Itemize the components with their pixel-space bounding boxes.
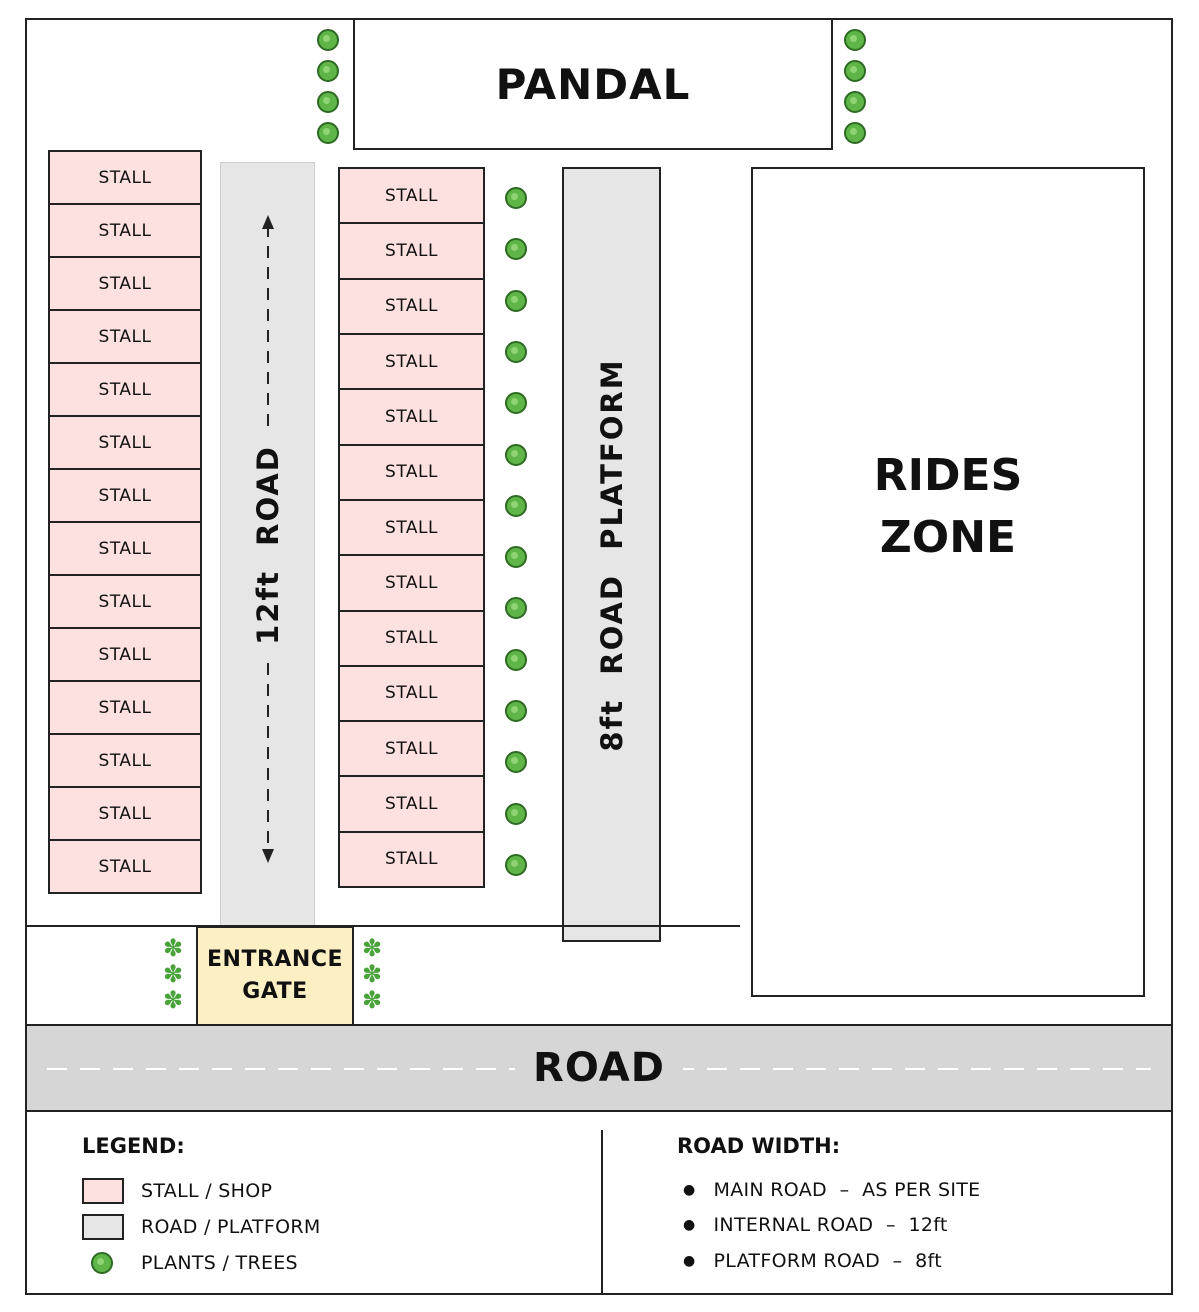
stall: STALL xyxy=(48,203,202,258)
stall: STALL xyxy=(338,222,485,279)
shrub-icon xyxy=(163,963,185,985)
main-road xyxy=(25,1024,1173,1112)
stall: STALL xyxy=(48,627,202,682)
tree-icon xyxy=(844,29,866,51)
legend-divider xyxy=(601,1130,603,1293)
entrance-gate-line2: GATE xyxy=(242,979,308,1004)
legend-title: LEGEND: xyxy=(82,1134,185,1158)
stall: STALL xyxy=(338,610,485,667)
legend-item-road xyxy=(82,1214,321,1240)
stall: STALL xyxy=(48,256,202,311)
road-width-title: ROAD WIDTH: xyxy=(677,1134,841,1158)
stall: STALL xyxy=(338,499,485,556)
bullet-icon: ● xyxy=(683,1182,696,1198)
stall: STALL xyxy=(48,468,202,523)
left-stall-column xyxy=(48,150,202,894)
tree-icon xyxy=(505,649,527,671)
tree-icon xyxy=(317,122,339,144)
pandal-label: PANDAL xyxy=(495,59,691,109)
road-width-text: INTERNAL ROAD – 12ft xyxy=(713,1214,948,1236)
platform-road xyxy=(562,167,661,942)
stall: STALL xyxy=(338,831,485,888)
stall: STALL xyxy=(48,150,202,205)
bullet-icon: ● xyxy=(683,1217,696,1233)
rides-zone xyxy=(751,167,1145,997)
shrub-icon xyxy=(362,989,384,1011)
tree-icon xyxy=(317,29,339,51)
legend-item-label: STALL / SHOP xyxy=(141,1180,273,1202)
road-width-item-main xyxy=(683,1179,980,1201)
road-swatch xyxy=(82,1214,124,1240)
road-width-item-platform xyxy=(683,1250,942,1272)
tree-icon xyxy=(317,91,339,113)
bullet-icon: ● xyxy=(683,1253,696,1269)
shrub-icon xyxy=(362,963,384,985)
stall: STALL xyxy=(48,733,202,788)
stall: STALL xyxy=(338,278,485,335)
stall: STALL xyxy=(338,720,485,777)
main-road-label: ROAD xyxy=(515,1045,683,1091)
stall: STALL xyxy=(48,521,202,576)
stall: STALL xyxy=(48,786,202,841)
stall-swatch xyxy=(82,1178,124,1204)
tree-icon xyxy=(844,91,866,113)
middle-stall-column xyxy=(338,167,485,888)
rides-zone-line1: RIDES xyxy=(873,450,1023,501)
stall: STALL xyxy=(338,665,485,722)
stall: STALL xyxy=(338,775,485,832)
tree-icon xyxy=(505,444,527,466)
stall: STALL xyxy=(338,333,485,390)
tree-icon xyxy=(505,546,527,568)
entrance-gate xyxy=(196,926,354,1026)
tree-icon xyxy=(505,187,527,209)
stall: STALL xyxy=(338,167,485,224)
tree-icon xyxy=(505,803,527,825)
road-width-text: PLATFORM ROAD – 8ft xyxy=(713,1250,942,1272)
legend-item-stall xyxy=(82,1178,272,1204)
tree-icon xyxy=(505,341,527,363)
platform-road-label: 8ft ROAD PLATFORM xyxy=(594,357,629,752)
entrance-gate-line1: ENTRANCE xyxy=(207,947,343,972)
road-width-text: MAIN ROAD – AS PER SITE xyxy=(713,1179,981,1201)
stall: STALL xyxy=(338,388,485,445)
tree-icon xyxy=(317,60,339,82)
shrub-icon xyxy=(163,989,185,1011)
stall: STALL xyxy=(48,415,202,470)
tree-icon xyxy=(844,60,866,82)
tree-icon xyxy=(505,495,527,517)
stall: STALL xyxy=(48,309,202,364)
tree-icon xyxy=(505,854,527,876)
legend-item-plants xyxy=(82,1250,298,1276)
rides-zone-line2: ZONE xyxy=(879,512,1017,563)
stall: STALL xyxy=(338,444,485,501)
stall: STALL xyxy=(48,574,202,629)
internal-road xyxy=(220,162,315,927)
legend-item-label: PLANTS / TREES xyxy=(141,1252,298,1274)
stall: STALL xyxy=(338,554,485,611)
tree-icon xyxy=(91,1252,113,1274)
shrub-icon xyxy=(362,937,384,959)
tree-icon xyxy=(505,290,527,312)
internal-road-label: 12ft ROAD xyxy=(250,444,285,645)
stall: STALL xyxy=(48,839,202,894)
road-width-item-internal xyxy=(683,1214,948,1236)
shrub-icon xyxy=(163,937,185,959)
tree-icon xyxy=(844,122,866,144)
stall: STALL xyxy=(48,680,202,735)
front-boundary-line xyxy=(25,925,740,927)
tree-icon xyxy=(505,700,527,722)
pandal xyxy=(353,18,833,150)
stall: STALL xyxy=(48,362,202,417)
legend-item-label: ROAD / PLATFORM xyxy=(141,1216,321,1238)
